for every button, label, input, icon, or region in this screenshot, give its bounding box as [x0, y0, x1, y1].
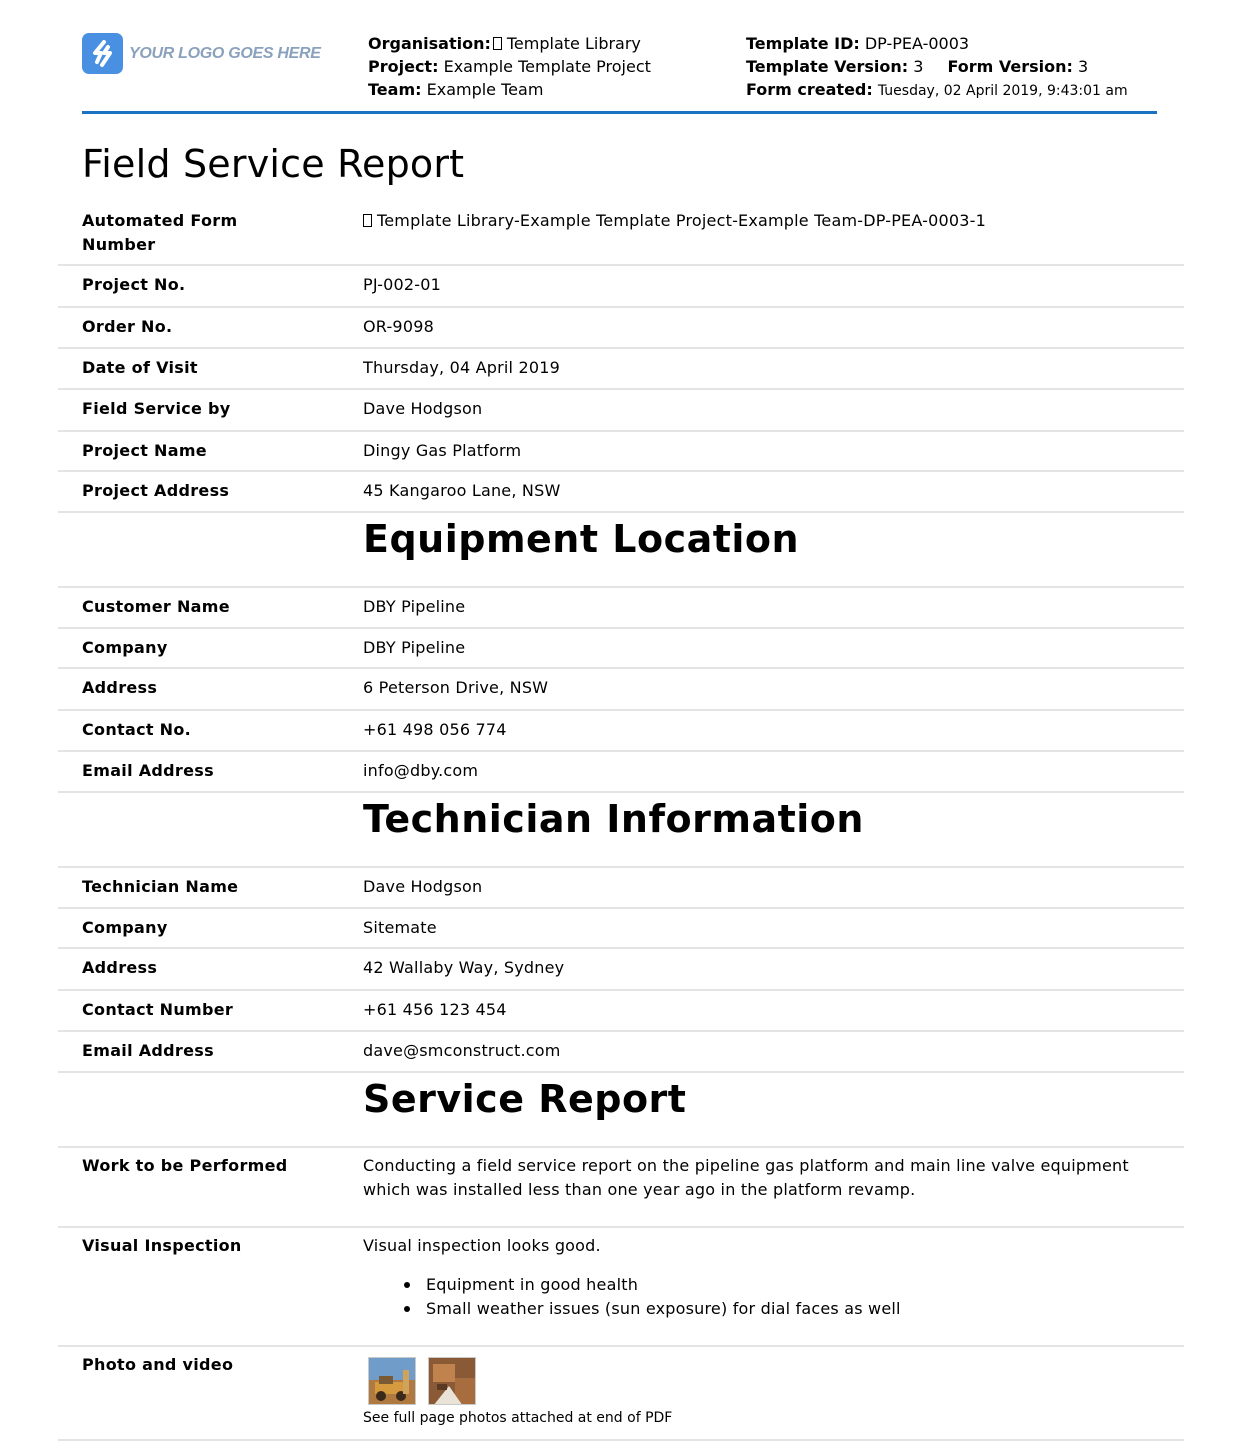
field-value: Dingy Gas Platform	[363, 441, 522, 460]
field-label: Contact Number	[82, 1000, 234, 1019]
organisation-line	[368, 32, 651, 55]
field-value: +61 456 123 454	[363, 1000, 507, 1019]
field-row	[58, 204, 1184, 266]
version-line	[746, 55, 1128, 78]
field-row	[58, 1148, 1184, 1228]
field-row	[58, 629, 1184, 669]
field-label: Order No.	[82, 317, 173, 336]
header-meta-right	[746, 32, 1128, 103]
field-label: Technician Name	[82, 877, 239, 896]
field-row	[58, 909, 1184, 949]
field-value: OR-9098	[363, 317, 434, 336]
field-value: PJ-002-01	[363, 275, 442, 294]
field-label: Company	[82, 638, 168, 657]
field-value: Thursday, 04 April 2019	[363, 358, 560, 377]
field-value: Sitemate	[363, 918, 437, 937]
field-row	[58, 1032, 1184, 1073]
field-value: DBY Pipeline	[363, 597, 466, 616]
field-label: Visual Inspection	[82, 1236, 242, 1255]
section-header-row	[58, 513, 1184, 588]
field-label: Address	[82, 958, 158, 977]
section-title-equipment: Equipment Location	[363, 517, 800, 561]
section-title-technician: Technician Information	[363, 797, 864, 841]
field-label: Date of Visit	[82, 358, 198, 377]
field-value: Dave Hodgson	[363, 399, 483, 418]
section-header-row	[58, 793, 1184, 868]
list-item: Equipment in good health	[426, 1273, 901, 1297]
field-label: Company	[82, 918, 168, 937]
team-line	[368, 78, 651, 101]
work-description: Conducting a field service report on the pipeline gas platform and main line valve equipment which was installed less than one year ago in the platform revamp.	[363, 1156, 1129, 1199]
field-label: Project Name	[82, 441, 207, 460]
email-value[interactable]: info@dby.com	[363, 761, 479, 780]
field-label: Photo and video	[82, 1355, 234, 1374]
field-label: Work to be Performed	[82, 1156, 288, 1175]
field-value: Dave Hodgson	[363, 877, 483, 896]
logo-icon	[82, 33, 123, 74]
template-id-line	[746, 32, 1128, 55]
field-label: Customer Name	[82, 597, 230, 616]
project-line	[368, 55, 651, 78]
field-row	[58, 711, 1184, 752]
inspection-summary: Visual inspection looks good.	[363, 1236, 601, 1255]
field-row	[58, 308, 1184, 349]
project-label: Project:	[368, 57, 439, 76]
template-id-label: Template ID:	[746, 34, 860, 53]
field-value: 42 Wallaby Way, Sydney	[363, 958, 565, 977]
field-row	[58, 991, 1184, 1032]
photo-caption: See full page photos attached at end of PDF	[363, 1410, 673, 1426]
field-row	[58, 349, 1184, 390]
field-row	[58, 1228, 1184, 1347]
template-id-value: DP-PEA-0003	[864, 34, 970, 53]
automated-form-number: Template Library-Example Template Project-Example Team-DP-PEA-0003-1	[377, 211, 986, 230]
placeholder-box-icon	[363, 214, 372, 227]
project-value: Example Template Project	[443, 57, 651, 76]
template-version-value: 3	[913, 57, 924, 76]
team-label: Team:	[368, 80, 422, 99]
field-label: Automated Form Number	[82, 211, 238, 254]
field-label: Contact No.	[82, 720, 192, 739]
field-label: Email Address	[82, 1041, 214, 1060]
form-created-value: Tuesday, 02 April 2019, 9:43:01 am	[877, 83, 1128, 99]
form-version-label: Form Version:	[947, 57, 1073, 76]
template-version-label: Template Version:	[746, 57, 909, 76]
team-value: Example Team	[426, 80, 544, 99]
section-title-service: Service Report	[363, 1077, 687, 1121]
organisation-value: Template Library	[506, 34, 641, 53]
placeholder-box-icon	[493, 37, 502, 50]
field-row	[58, 472, 1184, 513]
page-title: Field Service Report	[82, 142, 465, 186]
field-row	[58, 432, 1184, 472]
header-meta-left	[368, 32, 651, 101]
field-row	[58, 868, 1184, 909]
form-created-label: Form created:	[746, 80, 873, 99]
field-value	[363, 209, 1163, 233]
form-version-value: 3	[1077, 57, 1089, 76]
field-row	[58, 752, 1184, 793]
field-label: Project Address	[82, 481, 230, 500]
field-label: Project No.	[82, 275, 186, 294]
section-header-row	[58, 1073, 1184, 1148]
field-label: Field Service by	[82, 399, 231, 418]
logo-text: YOUR LOGO GOES HERE	[129, 44, 321, 62]
field-value: 6 Peterson Drive, NSW	[363, 678, 549, 697]
inspection-bullet-list	[426, 1273, 901, 1321]
photo-thumbnail[interactable]	[428, 1357, 476, 1405]
list-item: Small weather issues (sun exposure) for dial faces as well	[426, 1297, 901, 1321]
field-row	[58, 390, 1184, 432]
company-logo	[82, 33, 321, 74]
field-value: 45 Kangaroo Lane, NSW	[363, 481, 561, 500]
field-label: Email Address	[82, 761, 214, 780]
field-label: Address	[82, 678, 158, 697]
organisation-label: Organisation:	[368, 34, 491, 53]
field-row	[58, 588, 1184, 629]
field-row	[58, 1347, 1184, 1441]
field-value: DBY Pipeline	[363, 638, 466, 657]
field-row	[58, 669, 1184, 711]
field-value: +61 498 056 774	[363, 720, 507, 739]
photo-thumbnail[interactable]	[368, 1357, 416, 1405]
field-row	[58, 949, 1184, 991]
form-created-line	[746, 78, 1128, 103]
field-row	[58, 266, 1184, 308]
email-value[interactable]: dave@smconstruct.com	[363, 1041, 561, 1060]
report-header	[82, 30, 1157, 114]
